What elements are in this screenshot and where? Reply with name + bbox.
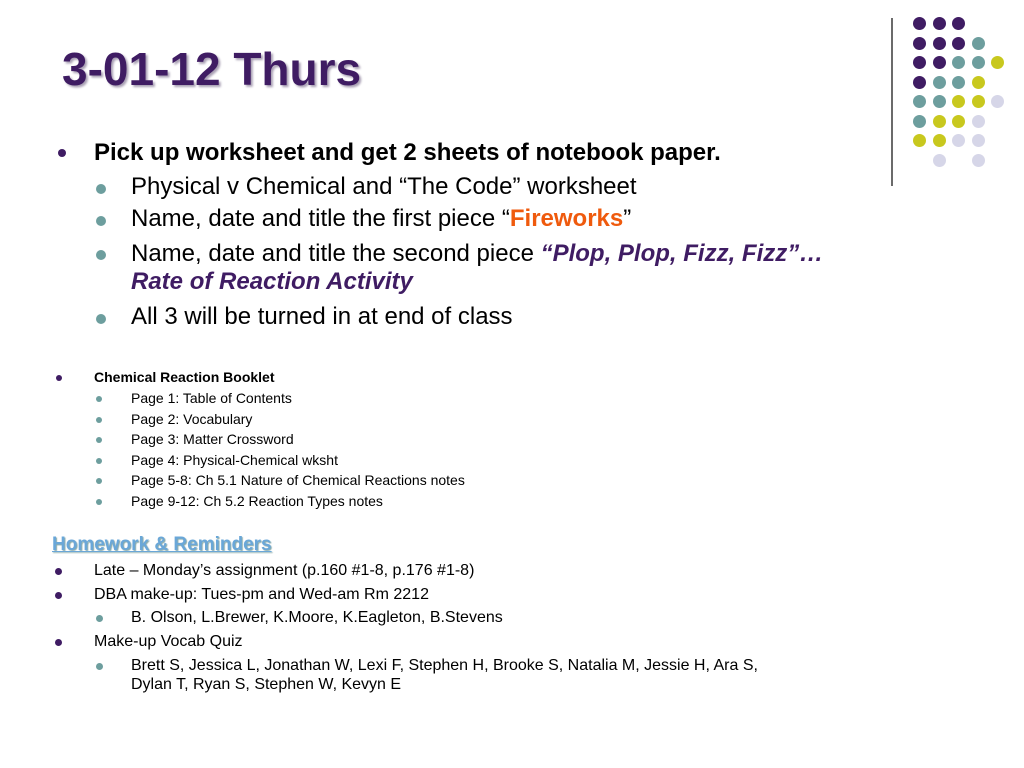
- bullet-icon: [96, 478, 102, 484]
- section1-item-3-text: Name, date and title the second piece: [131, 240, 541, 267]
- bullet-icon: [55, 592, 62, 599]
- section1-heading: Pick up worksheet and get 2 sheets of notebook paper.: [94, 139, 721, 166]
- section1-item-2-close: ”: [623, 205, 632, 232]
- booklet-item: Page 3: Matter Crossword: [131, 431, 294, 447]
- fireworks-label: Fireworks: [509, 205, 624, 232]
- quiz-names-line-1: Brett S, Jessica L, Jonathan W, Lexi F, Stephen H, Brooke S, Natalia M, Jessie H, Ara S,: [131, 657, 758, 674]
- section1-item-3: [131, 240, 823, 268]
- bullet-icon: [96, 216, 106, 226]
- bullet-icon: [96, 314, 106, 324]
- bullet-icon: [56, 375, 62, 381]
- bullet-icon: [96, 417, 102, 423]
- section1-item-2-text: Name, date and title the first piece “: [131, 205, 510, 232]
- activity-subtitle: Rate of Reaction Activity: [131, 268, 413, 295]
- bullet-icon: [96, 396, 102, 402]
- quiz-names-line-2: Dylan T, Ryan S, Stephen W, Kevyn E: [131, 676, 402, 693]
- section1-item-2: [131, 205, 631, 233]
- late-assignment: Late – Monday’s assignment (p.160 #1-8, p.176 #1-8): [94, 562, 475, 579]
- bullet-icon: [58, 149, 66, 157]
- homework-reminders-link[interactable]: Homework & Reminders: [52, 534, 272, 555]
- booklet-item: Page 9-12: Ch 5.2 Reaction Types notes: [131, 492, 383, 509]
- bullet-icon: [96, 458, 102, 464]
- booklet-item: Page 2: Vocabulary: [131, 410, 253, 427]
- booklet-item: Page 1: Table of Contents: [131, 390, 292, 406]
- booklet-item: Page 5-8: Ch 5.1 Nature of Chemical Reactions notes: [131, 472, 465, 488]
- vocab-quiz: Make-up Vocab Quiz: [94, 633, 243, 650]
- activity-title: “Plop, Plop, Fizz, Fizz”…: [540, 240, 824, 267]
- section1-item-4: All 3 will be turned in at end of class: [131, 303, 513, 330]
- bullet-icon: [96, 663, 103, 670]
- bullet-icon: [96, 250, 106, 260]
- bullet-icon: [96, 615, 103, 622]
- bullet-icon: [55, 639, 62, 646]
- booklet-item: Page 4: Physical-Chemical wksht: [131, 451, 338, 468]
- section2-heading: Chemical Reaction Booklet: [94, 369, 275, 385]
- bullet-icon: [55, 568, 62, 575]
- bullet-icon: [96, 184, 106, 194]
- bullet-icon: [96, 499, 102, 505]
- bullet-icon: [96, 437, 102, 443]
- dba-makeup: DBA make-up: Tues-pm and Wed-am Rm 2212: [94, 586, 429, 603]
- dba-names: B. Olson, L.Brewer, K.Moore, K.Eagleton, B.Stevens: [131, 609, 503, 626]
- slide-title: 3-01-12 Thurs: [62, 43, 362, 95]
- section1-item-1: Physical v Chemical and “The Code” worksheet: [131, 173, 637, 200]
